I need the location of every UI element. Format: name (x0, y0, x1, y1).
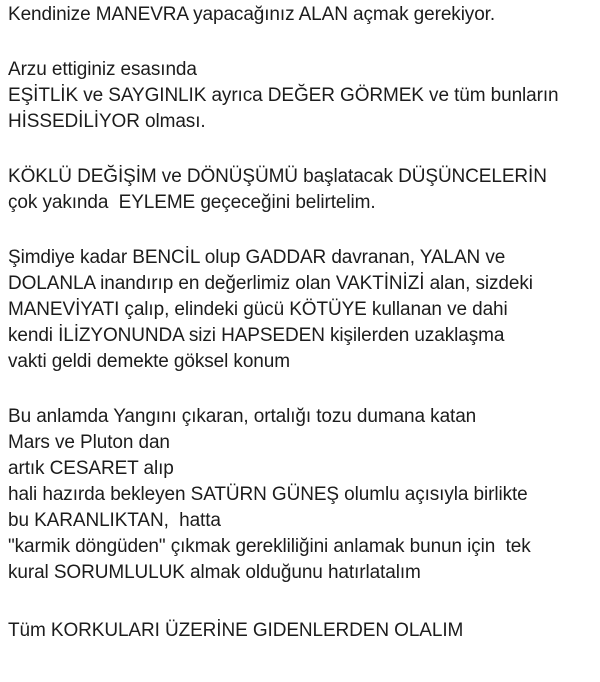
text-line: "karmik döngüden" çıkmak gerekliliğini anlamak bunun için tek (8, 536, 531, 557)
paragraph-spacer (8, 586, 598, 618)
text-line: Mars ve Pluton dan (8, 432, 170, 453)
text-line: Kendinize MANEVRA yapacağınız ALAN açmak gerekiyor. (8, 4, 496, 25)
text-line: Şimdiye kadar BENCİL olup GADDAR davranan, YALAN ve (8, 247, 506, 268)
text-line: MANEVİYATI çalıp, elindeki gücü KÖTÜYE kullanan ve dahi (8, 299, 508, 320)
text-line: çok yakında EYLEME geçeceğini belirtelim. (8, 192, 376, 213)
paragraph-spacer (8, 28, 598, 57)
paragraph-mars-pluto (8, 404, 598, 586)
text-line: Bu anlamda Yangını çıkaran, ortalığı tozu dumana katan (8, 406, 477, 427)
text-line: bu KARANLIKTAN, hatta (8, 510, 221, 531)
text-line: DOLANLA inandırıp en değerlimiz olan VAKTİNİZİ alan, sizdeki (8, 273, 533, 294)
text-line: kendi İLİZYONUNDA sizi HAPSEDEN kişilerden uzaklaşma (8, 325, 505, 346)
paragraph-desires (8, 57, 598, 135)
text-line: EŞİTLİK ve SAYGINLIK ayrıca DEĞER GÖRMEK ve tüm bunların (8, 85, 559, 106)
text-line: hali hazırda bekleyen SATÜRN GÜNEŞ olumlu açısıyla birlikte (8, 484, 528, 505)
paragraph-maneuver-space (8, 2, 598, 28)
text-line: artık CESARET alıp (8, 458, 174, 479)
paragraph-distancing (8, 245, 598, 375)
paragraph-fears (8, 618, 598, 644)
text-line: vakti geldi demekte göksel konum (8, 351, 290, 372)
text-line: HİSSEDİLİYOR olması. (8, 111, 206, 132)
text-line: kural SORUMLULUK almak olduğunu hatırlatalım (8, 562, 421, 583)
paragraph-transformation (8, 164, 598, 216)
paragraph-spacer (8, 135, 598, 164)
text-line: Tüm KORKULARI ÜZERİNE GIDENLERDEN OLALIM (8, 620, 464, 641)
paragraph-spacer (8, 375, 598, 404)
paragraph-spacer (8, 216, 598, 245)
text-line: Arzu ettiginiz esasında (8, 59, 197, 80)
text-line: KÖKLÜ DEĞİŞİM ve DÖNÜŞÜMÜ başlatacak DÜŞÜNCELERİN (8, 166, 547, 187)
document-body (8, 2, 598, 644)
